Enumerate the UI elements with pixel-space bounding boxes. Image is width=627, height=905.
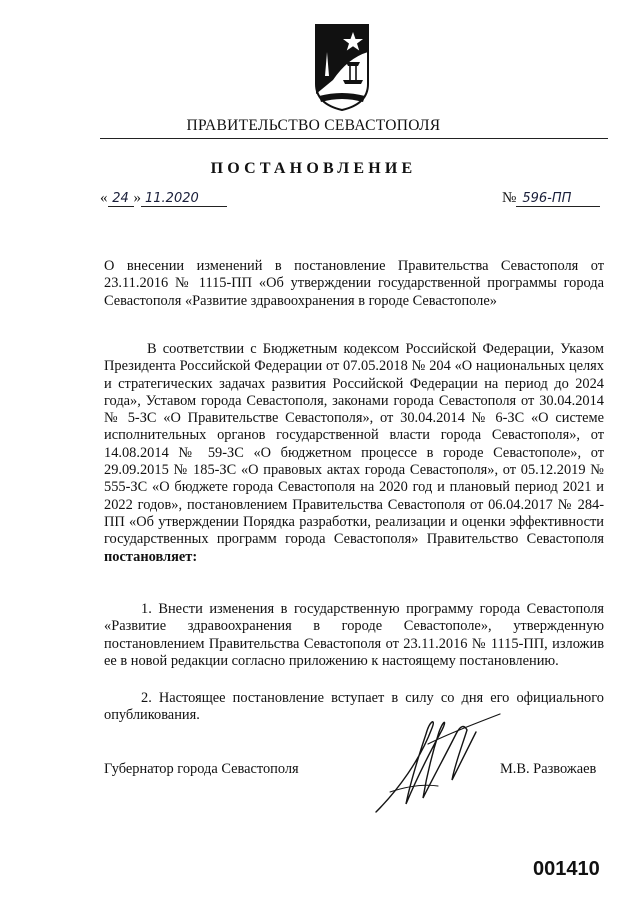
resolution-item-1: 1. Внести изменения в государственную программу города Севастополя «Развитие здравоохранения в городе Севастополе», утвержденную постановлением Правительства Севастополя от 23.11.2016 № 1115-ПП, изложив ее в новой редакции согласно приложению к настоящему постановлению.	[104, 601, 604, 669]
date-day: 24	[108, 191, 134, 207]
date-close-quote: »	[133, 190, 141, 206]
signatory-name: М.В. Развожаев	[500, 761, 597, 777]
date-month-year: 11.2020	[141, 191, 227, 207]
document-date	[100, 190, 227, 207]
preamble-text: О внесении изменений в постановление Правительства Севастополя от 23.11.2016 № 1115-ПП «Об утверждении государственной программы города Севастополя «Развитие здравоохранения в городе Севастополе»	[104, 258, 604, 309]
signatory-title: Губернатор города Севастополя	[104, 761, 299, 777]
resolution-item-2: 2. Настоящее постановление вступает в силу со дня его официального опубликования.	[104, 690, 604, 724]
decree-keyword: постановляет:	[104, 548, 198, 565]
document-type-title: ПОСТАНОВЛЕНИЕ	[210, 160, 417, 177]
legal-basis-paragraph	[104, 341, 604, 566]
number-label: №	[502, 190, 517, 206]
legal-basis-text: В соответствии с Бюджетным кодексом Российской Федерации, Указом Президента Российской Федерации от 07.05.2018 № 204 «О национальных целях и стратегических задачах развития Российской Федерации на период до 2024 года», Уставом города Севастополя, законами города Севастополя от 30.04.2014 № 5-ЗС «О Правительстве Севастополя», от 30.04.2014 № 6-ЗС «О системе исполнительных органов государственной власти города Севастополя», от 14.08.2014 № 59-ЗС «О бюджетном процессе в городе Севастополе», от 29.09.2015 № 185-ЗС «О правовых актах города Севастополя», от 05.12.2019 № 555-ЗС «О бюджете города Севастополя на 2020 год и плановый период 2021 и 2022 годов», постановлением Правительства Севастополя от 06.04.2017 № 284-ПП «Об утверждении Порядка разработки, реализации и оценки эффективности государственных программ города Севастополя» Правительство Севастополя	[104, 341, 604, 548]
coat-of-arms-icon	[313, 22, 371, 112]
issuing-authority: ПРАВИТЕЛЬСТВО СЕВАСТОПОЛЯ	[186, 117, 441, 134]
date-open-quote: «	[100, 190, 108, 206]
header-divider	[100, 138, 608, 139]
handwritten-signature	[368, 700, 508, 818]
number-value: 596-ПП	[516, 191, 600, 207]
document-serial-number: 001410	[533, 858, 600, 880]
document-number	[502, 190, 600, 207]
